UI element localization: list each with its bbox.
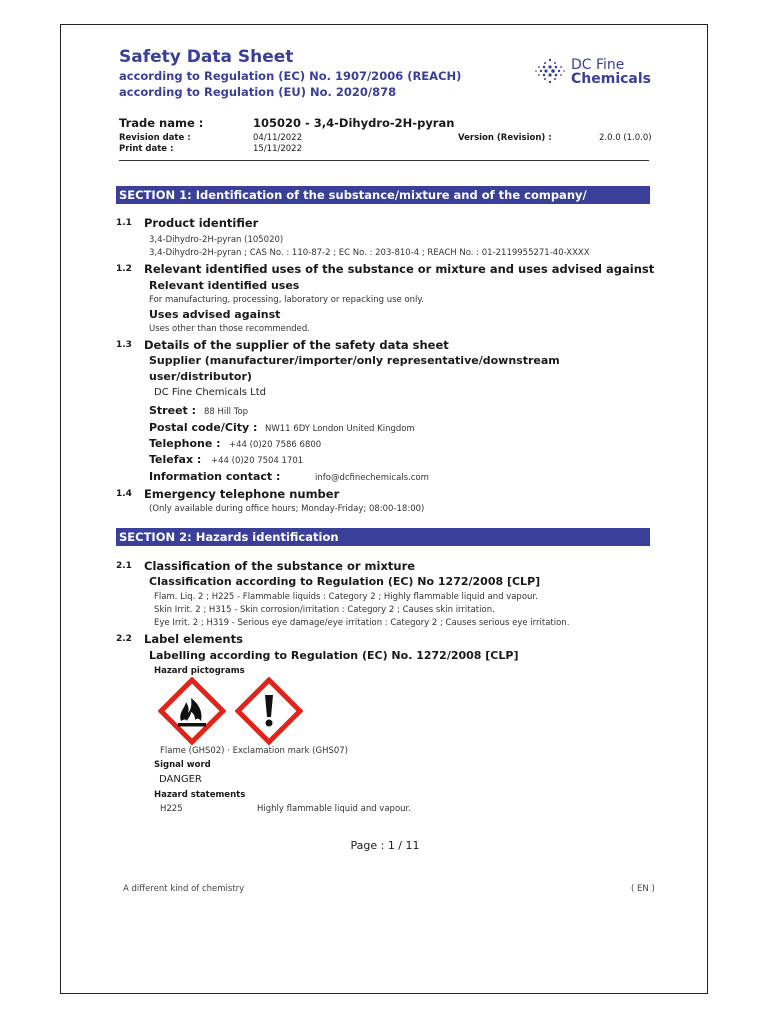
s12-advised-against-text: Uses other than those recommended.: [149, 324, 310, 334]
s12-title: Relevant identified uses of the substance or mixture and uses advised against: [144, 262, 655, 276]
print-date-value: 15/11/2022: [253, 144, 302, 154]
hazard-statements-label: Hazard statements: [154, 790, 246, 800]
logo-line2: Chemicals: [571, 71, 652, 87]
trade-name-value: 105020 - 3,4-Dihydro-2H-pyran: [253, 116, 455, 130]
exclamation-mark-ghs07-icon: [235, 677, 303, 745]
s11-number: 1.1: [116, 218, 132, 228]
s12-number: 1.2: [116, 264, 132, 274]
regulation-eu: according to Regulation (EU) No. 2020/878: [119, 85, 397, 99]
supplier-company-name: DC Fine Chemicals Ltd: [154, 387, 266, 398]
s13-supplier-heading: Supplier (manufacturer/importer/only representative/downstream: [149, 354, 560, 367]
regulation-reach: according to Regulation (EC) No. 1907/2006 (REACH): [119, 69, 462, 83]
trade-name-label: Trade name :: [119, 116, 204, 130]
pictograms-caption: Flame (GHS02) · Exclamation mark (GHS07): [160, 746, 348, 756]
s21-number: 2.1: [116, 561, 132, 571]
hazard-text: Highly flammable liquid and vapour.: [257, 804, 411, 814]
signal-word-label: Signal word: [154, 760, 211, 770]
s22-clp-heading: Labelling according to Regulation (EC) No. 1272/2008 [CLP]: [149, 649, 519, 662]
sds-page: [60, 24, 708, 994]
hazard-pictograms-label: Hazard pictograms: [154, 666, 245, 676]
section2-heading: SECTION 2: Hazards identification: [116, 528, 650, 546]
section1-heading: SECTION 1: Identification of the substance/mixture and of the company/ undertaking: [116, 186, 650, 204]
s14-number: 1.4: [116, 489, 132, 499]
s22-number: 2.2: [116, 634, 132, 644]
s12-identified-uses-text: For manufacturing, processing, laboratory or repacking use only.: [149, 295, 424, 305]
footer-language: ( EN ): [631, 884, 655, 894]
logo-dots-icon: [533, 57, 567, 85]
s12-advised-against-heading: Uses advised against: [149, 308, 281, 321]
s13-number: 1.3: [116, 340, 132, 350]
page-number: Page : 1 / 11: [350, 839, 420, 852]
telephone-label: Telephone :: [149, 437, 221, 450]
revision-date-label: Revision date :: [119, 133, 191, 143]
s14-title: Emergency telephone number: [144, 487, 340, 501]
version-value: 2.0.0 (1.0.0): [599, 133, 652, 143]
s11-line2: 3,4-Dihydro-2H-pyran ; CAS No. : 110-87-2 ; EC No. : 203-810-4 ; REACH No. : 01-2119955271-40-XXXX: [149, 248, 590, 258]
s13-supplier-heading-cont: user/distributor): [149, 370, 252, 383]
flame-ghs02-icon: [158, 677, 226, 745]
street-label: Street :: [149, 404, 197, 417]
info-contact-label: Information contact :: [149, 470, 281, 483]
header-divider: [119, 160, 649, 161]
s22-title: Label elements: [144, 632, 243, 646]
print-date-label: Print date :: [119, 144, 174, 154]
s21-title: Classification of the substance or mixture: [144, 559, 416, 573]
s14-hours: (Only available during office hours; Monday-Friday; 08:00-18:00): [149, 504, 425, 514]
s11-title: Product identifier: [144, 216, 259, 230]
postal-city-label: Postal code/City :: [149, 421, 258, 434]
hazard-code: H225: [160, 804, 183, 814]
telefax-label: Telefax :: [149, 453, 202, 466]
revision-date-value: 04/11/2022: [253, 133, 302, 143]
s21-clp-heading: Classification according to Regulation (EC) No 1272/2008 [CLP]: [149, 575, 541, 588]
info-contact-value[interactable]: info@dcfinechemicals.com: [315, 473, 429, 483]
footer-tagline: A different kind of chemistry: [123, 884, 245, 894]
telephone-value: +44 (0)20 7586 6800: [229, 440, 322, 450]
s13-title: Details of the supplier of the safety data sheet: [144, 338, 449, 352]
document-title: Safety Data Sheet: [119, 47, 294, 67]
s21-classification-3: Eye Irrit. 2 ; H319 - Serious eye damage/eye irritation : Category 2 ; Causes serious eye irritation.: [154, 618, 570, 628]
telefax-value: +44 (0)20 7504 1701: [211, 456, 304, 466]
s11-line1: 3,4-Dihydro-2H-pyran (105020): [149, 235, 284, 245]
s21-classification-1: Flam. Liq. 2 ; H225 - Flammable liquids : Category 2 ; Highly flammable liquid and vapour.: [154, 592, 538, 602]
version-label: Version (Revision) :: [458, 133, 552, 143]
postal-city-value: NW11 6DY London United Kingdom: [265, 424, 415, 434]
street-value: 88 Hill Top: [204, 407, 249, 417]
s21-classification-2: Skin Irrit. 2 ; H315 - Skin corrosion/irritation : Category 2 ; Causes skin irritation.: [154, 605, 495, 615]
signal-word-value: DANGER: [159, 774, 202, 785]
s12-identified-uses-heading: Relevant identified uses: [149, 279, 300, 292]
logo-line1: DC Fine: [571, 57, 625, 73]
